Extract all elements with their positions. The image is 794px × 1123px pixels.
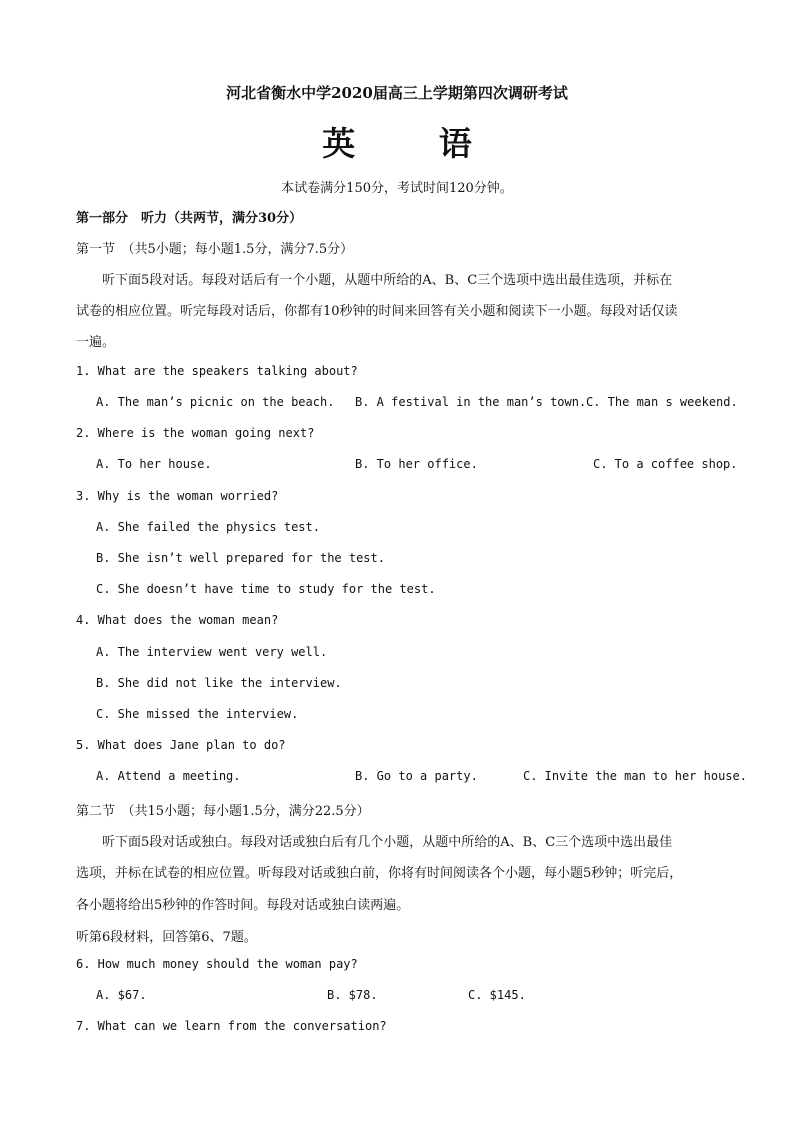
q4-option-b: B. She did not like the interview. [96, 676, 342, 690]
question-6: 6. How much money should the woman pay? [76, 957, 358, 971]
q5-option-b: B. Go to a party. [355, 769, 478, 783]
question-4: 4. What does the woman mean? [76, 613, 279, 627]
q6-option-a: A. $67. [96, 988, 147, 1002]
material-note: 听第6段材料，回答第6、7题。 [76, 930, 257, 945]
question-3: 3. Why is the woman worried? [76, 489, 279, 503]
part1-title: 第一部分 听力（共两节，满分30分） [76, 211, 303, 226]
q6-option-b: B. $78. [327, 988, 378, 1002]
section1-instruction-line: 试卷的相应位置。听完每段对话后，你都有10秒钟的时间来回答有关小题和阅读下一小题。每段对话仅读 [76, 304, 678, 319]
q3-option-c: C. She doesn’t have time to study for the test. [96, 582, 436, 596]
section2-instruction-line: 选项，并标在试卷的相应位置。听每段对话或独白前，你将有时间阅读各个小题，每小题5秒钟；听完后， [76, 866, 683, 881]
q3-option-b: B. She isn’t well prepared for the test. [96, 551, 385, 565]
section1-title: 第一节 （共5小题；每小题1.5分，满分7.5分） [76, 242, 354, 257]
q2-option-c: C. To a coffee shop. [593, 457, 738, 471]
q4-option-a: A. The interview went very well. [96, 645, 328, 659]
section2-instruction-line: 各小题将给出5秒钟的作答时间。每段对话或独白读两遍。 [76, 898, 410, 913]
school-title: 河北省衡水中学2020届高三上学期第四次调研考试 [226, 84, 568, 102]
q1-option-b: B. A festival in the man’s town. [355, 395, 587, 409]
section2-instruction-line: 听下面5段对话或独白。每段对话或独白后有几个小题，从题中所给的A、B、C三个选项中选出最佳 [76, 835, 673, 850]
q5-option-a: A. Attend a meeting. [96, 769, 241, 783]
q1-option-a: A. The man’s picnic on the beach. [96, 395, 335, 409]
subject-title: 英 语 [322, 124, 508, 163]
q2-option-a: A. To her house. [96, 457, 212, 471]
question-1: 1. What are the speakers talking about? [76, 364, 358, 378]
q4-option-c: C. She missed the interview. [96, 707, 299, 721]
q5-option-c: C. Invite the man to her house. [523, 769, 747, 783]
exam-info: 本试卷满分150分，考试时间120分钟。 [281, 181, 513, 196]
section2-title: 第二节 （共15小题；每小题1.5分，满分22.5分） [76, 804, 370, 819]
question-2: 2. Where is the woman going next? [76, 426, 315, 440]
section1-instruction-line: 听下面5段对话。每段对话后有一个小题，从题中所给的A、B、C三个选项中选出最佳选项，并标在 [76, 273, 673, 288]
question-7: 7. What can we learn from the conversation? [76, 1019, 387, 1033]
section1-instruction-line: 一遍。 [76, 335, 116, 350]
q2-option-b: B. To her office. [355, 457, 478, 471]
q6-option-c: C. $145. [468, 988, 526, 1002]
question-5: 5. What does Jane plan to do? [76, 738, 286, 752]
q1-option-c: C. The man s weekend. [586, 395, 738, 409]
q3-option-a: A. She failed the physics test. [96, 520, 320, 534]
